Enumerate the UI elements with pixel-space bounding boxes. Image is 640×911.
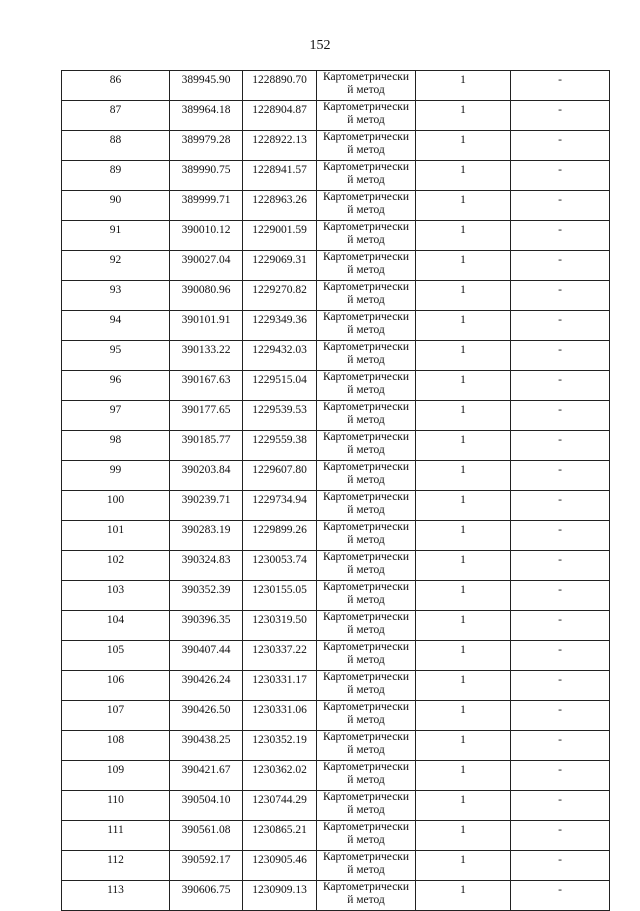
table-row [62, 611, 610, 641]
accuracy-cell: 1 [416, 221, 511, 251]
x-coordinate-cell: 390504.10 [170, 791, 243, 821]
table-row [62, 371, 610, 401]
point-number-cell: 96 [62, 371, 170, 401]
table-row [62, 461, 610, 491]
point-number-cell: 94 [62, 311, 170, 341]
note-cell: - [511, 281, 610, 311]
y-coordinate-cell: 1230155.05 [243, 581, 317, 611]
y-coordinate-cell: 1230331.06 [243, 701, 317, 731]
note-cell: - [511, 461, 610, 491]
method-cell: Картометрически й метод [317, 221, 416, 251]
y-coordinate-cell: 1229432.03 [243, 341, 317, 371]
method-cell: Картометрически й метод [317, 551, 416, 581]
method-cell: Картометрически й метод [317, 371, 416, 401]
note-cell: - [511, 881, 610, 911]
x-coordinate-cell: 390177.65 [170, 401, 243, 431]
note-cell: - [511, 671, 610, 701]
method-cell: Картометрически й метод [317, 101, 416, 131]
accuracy-cell: 1 [416, 611, 511, 641]
note-cell: - [511, 401, 610, 431]
method-cell: Картометрически й метод [317, 281, 416, 311]
note-cell: - [511, 641, 610, 671]
accuracy-cell: 1 [416, 401, 511, 431]
accuracy-cell: 1 [416, 161, 511, 191]
note-cell: - [511, 221, 610, 251]
y-coordinate-cell: 1229607.80 [243, 461, 317, 491]
table-row [62, 641, 610, 671]
note-cell: - [511, 611, 610, 641]
method-cell: Картометрически й метод [317, 821, 416, 851]
note-cell: - [511, 491, 610, 521]
accuracy-cell: 1 [416, 491, 511, 521]
point-number-cell: 105 [62, 641, 170, 671]
note-cell: - [511, 131, 610, 161]
x-coordinate-cell: 390421.67 [170, 761, 243, 791]
method-cell: Картометрически й метод [317, 851, 416, 881]
y-coordinate-cell: 1229559.38 [243, 431, 317, 461]
method-cell: Картометрически й метод [317, 761, 416, 791]
note-cell: - [511, 431, 610, 461]
table-body [62, 71, 610, 911]
point-number-cell: 112 [62, 851, 170, 881]
x-coordinate-cell: 390352.39 [170, 581, 243, 611]
accuracy-cell: 1 [416, 431, 511, 461]
method-cell: Картометрически й метод [317, 311, 416, 341]
table-row [62, 221, 610, 251]
accuracy-cell: 1 [416, 371, 511, 401]
point-number-cell: 107 [62, 701, 170, 731]
method-cell: Картометрически й метод [317, 881, 416, 911]
method-cell: Картометрически й метод [317, 251, 416, 281]
point-number-cell: 93 [62, 281, 170, 311]
point-number-cell: 86 [62, 71, 170, 101]
point-number-cell: 91 [62, 221, 170, 251]
note-cell: - [511, 791, 610, 821]
table-row [62, 701, 610, 731]
table-row [62, 251, 610, 281]
x-coordinate-cell: 390010.12 [170, 221, 243, 251]
x-coordinate-cell: 390396.35 [170, 611, 243, 641]
y-coordinate-cell: 1229734.94 [243, 491, 317, 521]
y-coordinate-cell: 1230744.29 [243, 791, 317, 821]
accuracy-cell: 1 [416, 131, 511, 161]
table-row [62, 551, 610, 581]
x-coordinate-cell: 390438.25 [170, 731, 243, 761]
method-cell: Картометрически й метод [317, 491, 416, 521]
method-cell: Картометрически й метод [317, 521, 416, 551]
method-cell: Картометрически й метод [317, 131, 416, 161]
y-coordinate-cell: 1230362.02 [243, 761, 317, 791]
y-coordinate-cell: 1230053.74 [243, 551, 317, 581]
accuracy-cell: 1 [416, 881, 511, 911]
x-coordinate-cell: 390203.84 [170, 461, 243, 491]
note-cell: - [511, 71, 610, 101]
method-cell: Картометрически й метод [317, 161, 416, 191]
accuracy-cell: 1 [416, 851, 511, 881]
accuracy-cell: 1 [416, 311, 511, 341]
accuracy-cell: 1 [416, 701, 511, 731]
x-coordinate-cell: 390133.22 [170, 341, 243, 371]
method-cell: Картометрически й метод [317, 431, 416, 461]
note-cell: - [511, 581, 610, 611]
page-number: 152 [309, 38, 331, 53]
method-cell: Картометрически й метод [317, 401, 416, 431]
x-coordinate-cell: 390101.91 [170, 311, 243, 341]
note-cell: - [511, 551, 610, 581]
table-row [62, 191, 610, 221]
point-number-cell: 100 [62, 491, 170, 521]
y-coordinate-cell: 1230319.50 [243, 611, 317, 641]
point-number-cell: 95 [62, 341, 170, 371]
point-number-cell: 99 [62, 461, 170, 491]
table-row [62, 101, 610, 131]
accuracy-cell: 1 [416, 71, 511, 101]
y-coordinate-cell: 1229349.36 [243, 311, 317, 341]
note-cell: - [511, 731, 610, 761]
point-number-cell: 92 [62, 251, 170, 281]
table-row [62, 581, 610, 611]
note-cell: - [511, 341, 610, 371]
table-row [62, 851, 610, 881]
accuracy-cell: 1 [416, 521, 511, 551]
table-row [62, 671, 610, 701]
point-number-cell: 110 [62, 791, 170, 821]
x-coordinate-cell: 390561.08 [170, 821, 243, 851]
x-coordinate-cell: 390324.83 [170, 551, 243, 581]
note-cell: - [511, 851, 610, 881]
y-coordinate-cell: 1228890.70 [243, 71, 317, 101]
method-cell: Картометрически й метод [317, 731, 416, 761]
point-number-cell: 97 [62, 401, 170, 431]
method-cell: Картометрически й метод [317, 71, 416, 101]
x-coordinate-cell: 390407.44 [170, 641, 243, 671]
note-cell: - [511, 701, 610, 731]
x-coordinate-cell: 389990.75 [170, 161, 243, 191]
x-coordinate-cell: 390167.63 [170, 371, 243, 401]
method-cell: Картометрически й метод [317, 641, 416, 671]
accuracy-cell: 1 [416, 101, 511, 131]
note-cell: - [511, 101, 610, 131]
x-coordinate-cell: 389945.90 [170, 71, 243, 101]
x-coordinate-cell: 389964.18 [170, 101, 243, 131]
x-coordinate-cell: 390606.75 [170, 881, 243, 911]
point-number-cell: 87 [62, 101, 170, 131]
table-row [62, 491, 610, 521]
x-coordinate-cell: 390283.19 [170, 521, 243, 551]
x-coordinate-cell: 390426.24 [170, 671, 243, 701]
note-cell: - [511, 251, 610, 281]
y-coordinate-cell: 1229001.59 [243, 221, 317, 251]
point-number-cell: 101 [62, 521, 170, 551]
point-number-cell: 98 [62, 431, 170, 461]
table-row [62, 431, 610, 461]
x-coordinate-cell: 389999.71 [170, 191, 243, 221]
note-cell: - [511, 521, 610, 551]
method-cell: Картометрически й метод [317, 611, 416, 641]
y-coordinate-cell: 1230865.21 [243, 821, 317, 851]
table-row [62, 761, 610, 791]
y-coordinate-cell: 1228941.57 [243, 161, 317, 191]
table-row [62, 731, 610, 761]
note-cell: - [511, 821, 610, 851]
x-coordinate-cell: 390426.50 [170, 701, 243, 731]
point-number-cell: 111 [62, 821, 170, 851]
point-number-cell: 88 [62, 131, 170, 161]
y-coordinate-cell: 1228963.26 [243, 191, 317, 221]
accuracy-cell: 1 [416, 641, 511, 671]
point-number-cell: 90 [62, 191, 170, 221]
note-cell: - [511, 161, 610, 191]
note-cell: - [511, 371, 610, 401]
table-row [62, 791, 610, 821]
method-cell: Картометрически й метод [317, 341, 416, 371]
method-cell: Картометрически й метод [317, 671, 416, 701]
table-row [62, 401, 610, 431]
table-row [62, 341, 610, 371]
point-number-cell: 113 [62, 881, 170, 911]
y-coordinate-cell: 1228922.13 [243, 131, 317, 161]
accuracy-cell: 1 [416, 761, 511, 791]
table-row [62, 881, 610, 911]
y-coordinate-cell: 1229539.53 [243, 401, 317, 431]
y-coordinate-cell: 1230337.22 [243, 641, 317, 671]
y-coordinate-cell: 1230352.19 [243, 731, 317, 761]
point-number-cell: 106 [62, 671, 170, 701]
x-coordinate-cell: 390592.17 [170, 851, 243, 881]
accuracy-cell: 1 [416, 461, 511, 491]
method-cell: Картометрически й метод [317, 791, 416, 821]
y-coordinate-cell: 1229515.04 [243, 371, 317, 401]
table-row [62, 821, 610, 851]
y-coordinate-cell: 1230905.46 [243, 851, 317, 881]
note-cell: - [511, 311, 610, 341]
y-coordinate-cell: 1228904.87 [243, 101, 317, 131]
accuracy-cell: 1 [416, 191, 511, 221]
method-cell: Картометрически й метод [317, 191, 416, 221]
method-cell: Картометрически й метод [317, 581, 416, 611]
point-number-cell: 104 [62, 611, 170, 641]
point-number-cell: 89 [62, 161, 170, 191]
accuracy-cell: 1 [416, 821, 511, 851]
x-coordinate-cell: 390239.71 [170, 491, 243, 521]
table-row [62, 131, 610, 161]
accuracy-cell: 1 [416, 341, 511, 371]
table-row [62, 521, 610, 551]
table-row [62, 281, 610, 311]
accuracy-cell: 1 [416, 281, 511, 311]
coordinates-table [61, 70, 610, 911]
point-number-cell: 109 [62, 761, 170, 791]
accuracy-cell: 1 [416, 671, 511, 701]
method-cell: Картометрически й метод [317, 701, 416, 731]
x-coordinate-cell: 390080.96 [170, 281, 243, 311]
table-row [62, 311, 610, 341]
x-coordinate-cell: 389979.28 [170, 131, 243, 161]
point-number-cell: 103 [62, 581, 170, 611]
x-coordinate-cell: 390185.77 [170, 431, 243, 461]
table-row [62, 161, 610, 191]
y-coordinate-cell: 1230909.13 [243, 881, 317, 911]
accuracy-cell: 1 [416, 251, 511, 281]
point-number-cell: 102 [62, 551, 170, 581]
point-number-cell: 108 [62, 731, 170, 761]
accuracy-cell: 1 [416, 791, 511, 821]
x-coordinate-cell: 390027.04 [170, 251, 243, 281]
method-cell: Картометрически й метод [317, 461, 416, 491]
accuracy-cell: 1 [416, 551, 511, 581]
accuracy-cell: 1 [416, 581, 511, 611]
y-coordinate-cell: 1229270.82 [243, 281, 317, 311]
note-cell: - [511, 191, 610, 221]
y-coordinate-cell: 1229899.26 [243, 521, 317, 551]
accuracy-cell: 1 [416, 731, 511, 761]
note-cell: - [511, 761, 610, 791]
y-coordinate-cell: 1229069.31 [243, 251, 317, 281]
y-coordinate-cell: 1230331.17 [243, 671, 317, 701]
table-row [62, 71, 610, 101]
